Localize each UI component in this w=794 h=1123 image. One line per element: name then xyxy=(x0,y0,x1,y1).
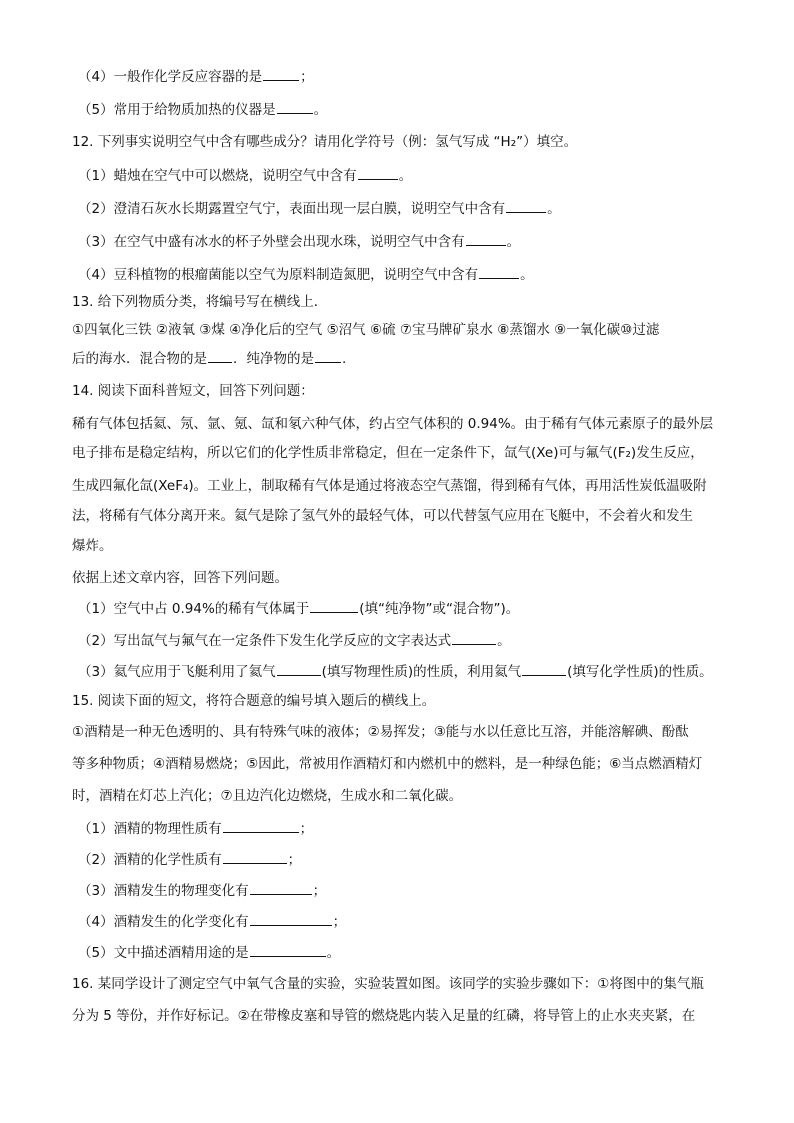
q14-prompt: 依据上述文章内容，回答下列问题。 xyxy=(72,570,288,586)
answer-blank[interactable] xyxy=(310,598,358,613)
answer-blank[interactable] xyxy=(223,818,299,833)
q14-sub1 xyxy=(78,598,519,619)
q12-sub1 xyxy=(78,165,412,186)
q15-sub2 xyxy=(78,849,301,870)
answer-blank[interactable] xyxy=(522,661,566,676)
q13-end: . xyxy=(342,351,347,367)
q13-items: ①四氧化三铁 ②液氧 ③煤 ④净化后的空气 ⑤沼气 ⑥硫 ⑦宝马牌矿泉水 ⑧蒸馏水 ⑨一氧化碳⑩过滤 xyxy=(72,322,660,338)
q14-sub2-text: （2）写出氙气与氟气在一定条件下发生化学反应的文字表达式 xyxy=(78,633,452,649)
answer-blank[interactable] xyxy=(250,880,312,895)
answer-blank[interactable] xyxy=(208,348,232,363)
q15-sub2-text: （2）酒精的化学性质有 xyxy=(78,852,222,868)
q15-sub3-text: （3）酒精发生的物理变化有 xyxy=(78,883,249,899)
q16-line: 16. 某同学设计了测定空气中氧气含量的实验，实验装置如图。该同学的实验步骤如下：①将图中的集气瓶 xyxy=(72,976,704,992)
answer-blank[interactable] xyxy=(479,264,519,279)
q12-sub3 xyxy=(78,231,520,252)
q12-stem: 12. 下列事实说明空气中含有哪些成分？请用化学符号（例：氢气写成 “H₂”）填空。 xyxy=(72,134,578,150)
q12-sub1-text: （1）蜡烛在空气中可以燃烧，说明空气中含有 xyxy=(78,168,357,184)
q15-sub2-end: ； xyxy=(287,852,302,868)
q15-sub3 xyxy=(78,880,326,901)
q14-passage-line: 生成四氟化氙(XeF₄)。工业上，制取稀有气体是通过将液态空气蒸馏，得到稀有气体，再用活性炭低温吸附 xyxy=(72,478,707,494)
q15-passage-line: 时，酒精在灯芯上汽化；⑦且边汽化边燃烧，生成水和二氧化碳。 xyxy=(72,788,463,804)
q12-sub2 xyxy=(78,198,561,219)
q15-sub5-text: （5）文中描述酒精用途的是 xyxy=(78,945,249,961)
q11-sub4-text: （4）一般作化学反应容器的是 xyxy=(78,69,263,85)
q15-passage-line: 等多种物质；④酒精易燃烧；⑤因此，常被用作酒精灯和内燃机中的燃料，是一种绿色能；⑥当点燃酒精灯 xyxy=(72,756,703,772)
q14-sub3 xyxy=(78,661,713,682)
q12-sub3-end: 。 xyxy=(506,234,521,250)
q12-sub2-end: 。 xyxy=(547,201,561,217)
q15-sub5 xyxy=(78,942,340,963)
answer-blank[interactable] xyxy=(315,348,341,363)
answer-blank[interactable] xyxy=(466,231,506,246)
q14-passage-line: 爆炸。 xyxy=(72,538,113,554)
q16-line: 分为 5 等份，并作好标记。②在带橡皮塞和导管的燃烧匙内装入足量的红磷，将导管上的止水夹夹紧，在 xyxy=(72,1008,696,1024)
q11-sub4-end: ； xyxy=(300,69,314,85)
answer-blank[interactable] xyxy=(263,66,299,81)
q13-pure-label: ．纯净物的是 xyxy=(233,351,314,367)
answer-blank[interactable] xyxy=(358,165,398,180)
q14-sub3-text: （3）氦气应用于飞艇利用了氦气 xyxy=(78,664,276,680)
q14-sub1-end: (填“纯净物”或“混合物”)。 xyxy=(359,601,520,617)
q12-sub3-text: （3）在空气中盛有冰水的杯子外壁会出现水珠，说明空气中含有 xyxy=(78,234,465,250)
q11-sub5 xyxy=(78,99,327,120)
q14-sub2 xyxy=(78,630,511,651)
answer-blank[interactable] xyxy=(250,911,332,926)
q15-sub1-end: ； xyxy=(299,821,314,837)
q15-sub1 xyxy=(78,818,313,839)
q15-sub1-text: （1）酒精的物理性质有 xyxy=(78,821,222,837)
q13-answer-line xyxy=(72,348,346,369)
q15-passage-line: ①酒精是一种无色透明的、具有特殊气味的液体；②易挥发；③能与水以任意比互溶，并能溶解碘、酚酞 xyxy=(72,724,689,740)
answer-blank[interactable] xyxy=(452,630,496,645)
q11-sub4 xyxy=(78,66,314,87)
answer-blank[interactable] xyxy=(223,849,287,864)
q11-sub5-end: 。 xyxy=(313,102,328,118)
answer-blank[interactable] xyxy=(506,198,546,213)
q12-sub4 xyxy=(78,264,534,285)
q15-sub4-end: ； xyxy=(332,914,347,930)
q14-sub1-text: （1）空气中占 0.94%的稀有气体属于 xyxy=(78,601,310,617)
q14-sub3-mid: (填写物理性质)的性质，利用氦气 xyxy=(321,664,522,680)
q14-passage-line: 稀有气体包括氦、氖、氩、氪、氙和氡六种气体，约占空气体积的 0.94%。由于稀有气体元素原子的最外层 xyxy=(72,416,714,432)
q14-passage-line: 法，将稀有气体分离开来。氦气是除了氢气外的最轻气体，可以代替氢气应用在飞艇中，不会着火和发生 xyxy=(72,508,693,524)
q15-stem: 15. 阅读下面的短文，将符合题意的编号填入题后的横线上。 xyxy=(72,693,436,709)
q14-sub3-end: (填写化学性质)的性质。 xyxy=(567,664,713,680)
q14-passage-line: 电子排布是稳定结构，所以它们的化学性质非常稳定，但在一定条件下，氙气(Xe)可与氟气(F₂)发生反应， xyxy=(72,445,704,461)
q15-sub3-end: ； xyxy=(312,883,327,899)
q14-sub2-end: 。 xyxy=(497,633,511,649)
q12-sub4-text: （4）豆科植物的根瘤菌能以空气为原料制造氮肥，说明空气中含有 xyxy=(78,267,479,283)
q13-stem: 13. 给下列物质分类，将编号写在横线上． xyxy=(72,294,328,310)
q13-mixture-label: 后的海水．混合物的是 xyxy=(72,351,207,367)
q15-sub4 xyxy=(78,911,346,932)
q12-sub4-end: 。 xyxy=(520,267,534,283)
answer-blank[interactable] xyxy=(250,942,326,957)
q15-sub5-end: 。 xyxy=(326,945,341,961)
q12-sub2-text: （2）澄清石灰水长期露置空气宁，表面出现一层白膜，说明空气中含有 xyxy=(78,201,506,217)
answer-blank[interactable] xyxy=(277,99,313,114)
q11-sub5-text: （5）常用于给物质加热的仪器是 xyxy=(78,102,276,118)
q15-sub4-text: （4）酒精发生的化学变化有 xyxy=(78,914,249,930)
q14-stem: 14. 阅读下面科普短文，回答下列问题： xyxy=(72,383,314,399)
q12-sub1-end: 。 xyxy=(398,168,413,184)
answer-blank[interactable] xyxy=(277,661,321,676)
